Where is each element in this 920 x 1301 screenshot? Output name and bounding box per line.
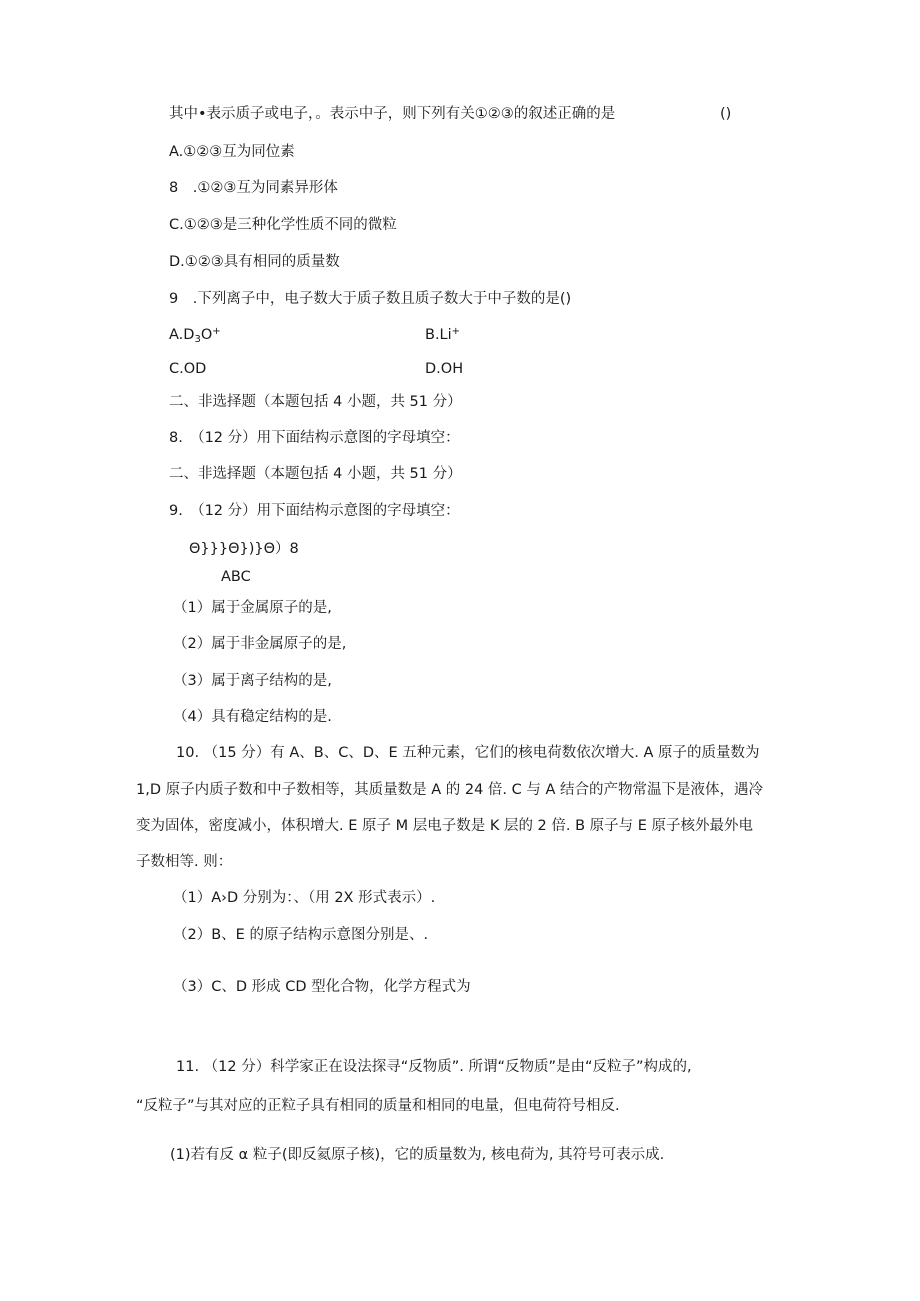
q9-option-b-superscript: + [451, 326, 461, 337]
section-heading-1: 二、非选择题（本题包括 4 小题，共 51 分） [169, 394, 462, 410]
q9-part-2: （2）属于非金属原子的是, [173, 636, 347, 652]
q11-line-2: “反粒子”与其对应的正粒子具有相同的质量和相同的电量，但电荷符号相反. [136, 1098, 620, 1114]
q9-option-a [169, 325, 221, 345]
q9-part-1: （1）属于金属原子的是, [173, 600, 332, 616]
option-b: 8 .①②③互为同素异形体 [169, 180, 338, 196]
question-9-stem: 9 .下列离子中，电子数大于质子数且质子数大于中子数的是() [169, 291, 572, 307]
structure-diagram-symbols: Θ}}}Θ})}Θ）8 [189, 541, 299, 557]
q9-option-a-mid: O [200, 327, 213, 343]
q10-line-4: 子数相等. 则： [136, 854, 233, 870]
q9-option-c: C.OD [169, 361, 207, 377]
q11-part-1: (1)若有反 α 粒子(即反氦原子核)，它的质量数为, 核电荷为, 其符号可表示成. [170, 1147, 665, 1163]
q9-part-4: （4）具有稳定结构的是. [173, 709, 332, 725]
q10-line-1: 10. （15 分）有 A、B、C、D、E 五种元素，它们的核电荷数依次增大. A 原子的质量数为 [176, 745, 760, 761]
q9-option-a-superscript: + [212, 326, 221, 337]
q10-line-3: 变为固体，密度减小，体积增大. E 原子 M 层电子数是 K 层的 2 倍. B 原子与 E 原子核外最外电 [136, 818, 754, 834]
q10-line-2: 1,D 原子内质子数和中子数相等，其质量数是 A 的 24 倍. C 与 A 结合的产物常温下是液体，遇冷 [136, 782, 764, 798]
q9-option-d: D.OH [425, 361, 464, 377]
q9-option-a-subscript: 3 [194, 334, 201, 345]
option-d: D.①②③具有相同的质量数 [169, 254, 340, 270]
q9-option-b [425, 325, 460, 345]
q9-option-b-prefix: B.Li [425, 327, 452, 343]
structure-diagram-labels: ABC [221, 569, 251, 585]
section2-question-9: 9. （12 分）用下面结构示意图的字母填空： [169, 503, 460, 519]
q9-part-3: （3）属于离子结构的是, [173, 673, 332, 689]
q10-part-3: （3）C、D 形成 CD 型化合物，化学方程式为 [173, 979, 471, 995]
option-a: A.①②③互为同位素 [169, 144, 295, 160]
q10-part-2: （2）B、E 的原子结构示意图分别是、. [173, 927, 429, 943]
answer-bracket: () [720, 106, 732, 122]
option-c: C.①②③是三种化学性质不同的微粒 [169, 217, 397, 233]
section1-question-8: 8. （12 分）用下面结构示意图的字母填空： [169, 430, 460, 446]
section-heading-2: 二、非选择题（本题包括 4 小题，共 51 分） [169, 466, 462, 482]
q10-part-1: （1）A›D 分别为：、（用 2X 形式表示）. [173, 890, 436, 906]
q9-option-a-prefix: A.D [169, 327, 195, 343]
question-intro: 其中•表示质子或电子，。表示中子，则下列有关①②③的叙述正确的是 [169, 106, 616, 122]
q11-line-1: 11. （12 分）科学家正在设法探寻“反物质”. 所谓“反物质”是由“反粒子”构成的, [176, 1059, 692, 1075]
